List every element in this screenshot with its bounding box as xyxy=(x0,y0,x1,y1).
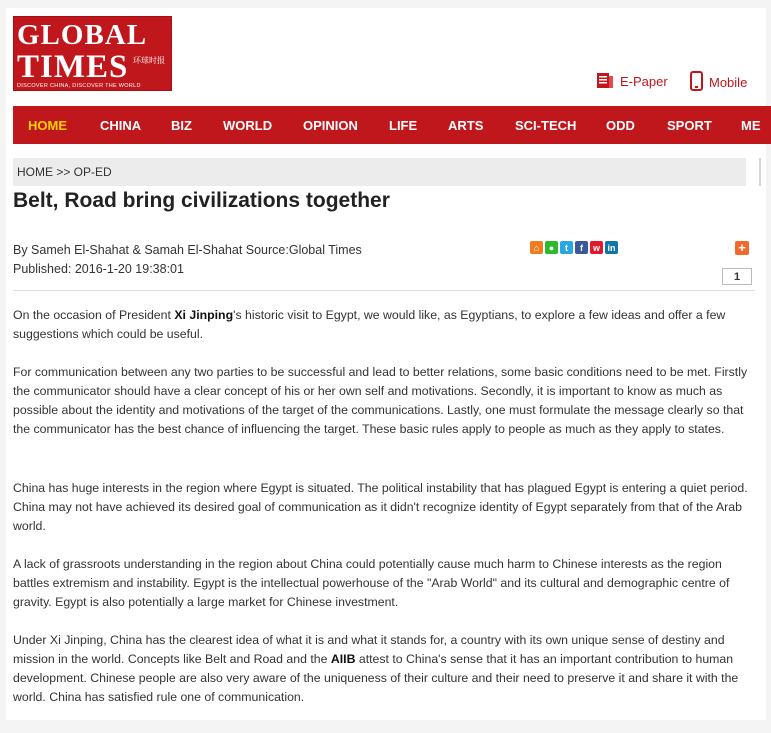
nav-home[interactable]: HOME xyxy=(28,118,67,133)
paragraph-3: China has huge interests in the region where Egypt is situated. The political instability that has plagued Egypt is entering a quiet period. China may not have achieved its desired goal of communication as it didn't recognize identity of Egypt separately from that of the Arab world. xyxy=(13,481,748,533)
nav-biz[interactable]: BIZ xyxy=(171,118,192,133)
twitter-icon[interactable]: t xyxy=(560,241,573,254)
xi-jinping-link[interactable]: Xi Jinping xyxy=(174,308,234,322)
facebook-icon[interactable]: f xyxy=(575,241,588,254)
nav-sci-tech[interactable]: SCI-TECH xyxy=(515,118,577,133)
mobile-label: Mobile xyxy=(709,75,748,90)
nav-life[interactable]: LIFE xyxy=(389,118,418,133)
weibo-icon[interactable]: w xyxy=(590,241,603,254)
nav-opinion[interactable]: OPINION xyxy=(303,118,358,133)
mobile-phone-icon xyxy=(690,71,703,94)
paragraph-5: Under Xi Jinping, China has the clearest idea of what it is and what it stands for, a country with its own unique sense of destiny and mission in the world. Concepts like Belt and Road and the AIIB attest to China's sense that it has an important contribution to human development. Chinese people are also very aware of the uniqueness of their culture and their need to preserve it and share it with the world. China has satisfied rule one of communication. xyxy=(13,633,739,704)
rss-icon[interactable]: ⌂ xyxy=(530,241,543,254)
nav-arts[interactable]: ARTS xyxy=(448,118,484,133)
aiib-link[interactable]: AIIB xyxy=(330,652,356,666)
paragraph-4: A lack of grassroots understanding in the region about China could potentially cause much harm to Chinese interests as the region battles extremism and instability. Egypt is the intellectual powerhouse of the "Arab World" and its cultural and demographic centre of gravity. Egypt is also potentially a large market for Chinese investment. xyxy=(13,557,730,609)
mobile-link[interactable] xyxy=(690,71,747,94)
sidebar-divider xyxy=(759,158,761,186)
newspaper-icon xyxy=(596,71,614,92)
published-date: Published: 2016-1-20 19:38:01 xyxy=(13,262,184,276)
epaper-label: E-Paper xyxy=(620,74,668,89)
logo-line2: TIMES xyxy=(17,49,129,85)
main-nav xyxy=(13,106,771,144)
global-times-logo[interactable] xyxy=(13,16,172,91)
linkedin-icon[interactable]: in xyxy=(605,241,618,254)
epaper-link[interactable] xyxy=(596,71,668,92)
nav-more[interactable]: ME xyxy=(741,118,761,133)
nav-odd[interactable]: ODD xyxy=(606,118,635,133)
nav-world[interactable]: WORLD xyxy=(223,118,273,133)
breadcrumb[interactable]: HOME >> OP-ED xyxy=(13,158,746,186)
paragraph-2: For communication between any two parties to be successful and lead to better relations, some basic conditions need to be met. Firstly the communicator should have a clear concept of his or her own self and motivations. Secondly, it is important to know as much as possible about the identity and motivations of the target of the communications. Lastly, one must formulate the message clearly so that the communicator has the best chance of influencing the target. These basic rules apply to people as much as they apply to states. xyxy=(13,365,748,436)
logo-chinese: 环球时报 xyxy=(133,56,165,65)
logo-line1: GLOBAL xyxy=(17,19,148,51)
divider xyxy=(13,290,755,291)
article-title: Belt, Road bring civilizations together xyxy=(13,189,390,212)
paragraph-1: On the occasion of President Xi Jinping's historic visit to Egypt, we would like, as Egyptians, to explore a few ideas and offer a few suggestions which could be useful. xyxy=(13,308,726,341)
add-share-button[interactable]: + xyxy=(735,241,749,255)
share-count: 1 xyxy=(722,268,752,285)
nav-sport[interactable]: SPORT xyxy=(667,118,712,133)
byline: By Sameh El-Shahat & Samah El-Shahat Source:Global Times xyxy=(13,243,362,257)
wechat-icon[interactable]: ● xyxy=(545,241,558,254)
logo-tagline: DISCOVER CHINA, DISCOVER THE WORLD xyxy=(17,83,141,89)
share-bar xyxy=(530,241,618,254)
nav-china[interactable]: CHINA xyxy=(100,118,142,133)
